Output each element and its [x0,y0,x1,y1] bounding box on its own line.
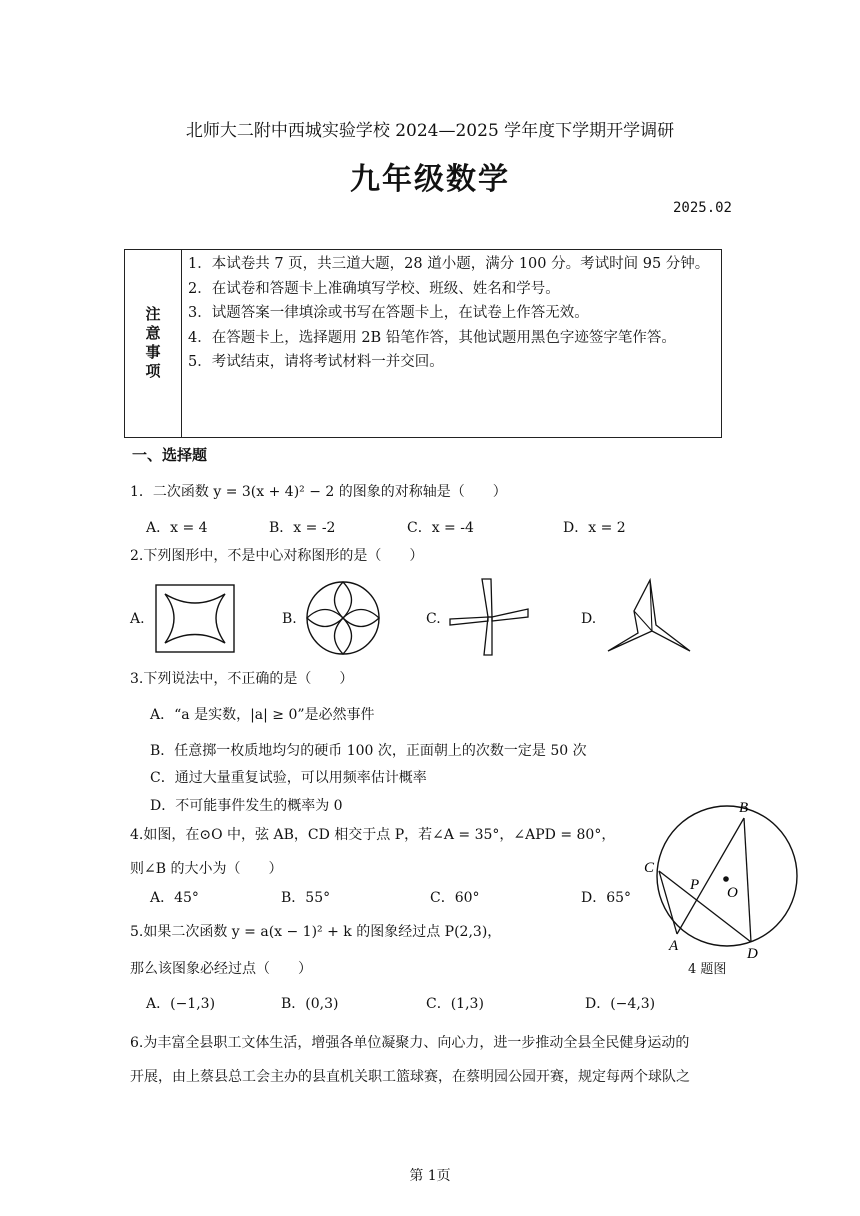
notice-heading: 注意事项 [143,305,162,382]
q5-option-a: A．(−1,3) [146,996,216,1012]
exam-title: 九年级数学 [350,162,510,197]
q2-label-b: B. [282,611,297,627]
q2-label-c: C. [426,611,441,627]
q4-option-c: C．60° [430,890,480,906]
q4-option-a: A．45° [150,890,199,906]
q1-option-b: B．x = -2 [269,520,336,536]
question-1-stem: 1．二次函数 y = 3(x + 4)² − 2 的图象的对称轴是（ ） [130,484,507,500]
notice-item: 5．考试结束，请将考试材料一并交回。 [188,354,444,370]
school-header: 北师大二附中西城实验学校 2024—2025 学年度下学期开学调研 [185,121,675,141]
q2-label-d: D. [581,611,597,627]
q2-figure-d [604,577,694,657]
section-heading: 一、选择题 [132,446,208,464]
q4-circle-figure [638,790,818,968]
q5-option-b: B．(0,3) [281,996,339,1012]
question-2-stem: 2.下列图形中，不是中心对称图形的是（ ） [130,548,424,564]
q1-option-d: D．x = 2 [563,520,626,536]
notice-list [188,252,718,375]
q2-figure-a [155,584,235,654]
q5-option-c: C．(1,3) [426,996,484,1012]
point-label-c: C [644,860,655,876]
notice-item: 4．在答题卡上，选择题用 2B 铅笔作答，其他试题用黑色字迹签字笔作答。 [188,329,676,346]
q4-option-d: D．65° [581,890,632,906]
question-5-stem-line2: 那么该图象必经过点（ ） [130,961,312,977]
point-label-p: P [690,877,700,893]
point-label-b: B [739,800,749,816]
q3-option-c: C．通过大量重复试验，可以用频率估计概率 [150,770,427,786]
point-label-o: O [727,885,738,901]
notice-heading-cell [125,250,182,437]
exam-date: 2025.02 [672,200,732,216]
question-6-line1: 6.为丰富全县职工文体生活，增强各单位凝聚力、向心力，进一步推动全县全民健身运动的 [130,1035,690,1051]
notice-item: 2．在试卷和答题卡上准确填写学校、班级、姓名和学号。 [188,280,560,297]
q4-option-b: B．55° [281,890,331,906]
notice-box [124,249,722,438]
q3-option-d: D．不可能事件发生的概率为 0 [150,798,343,814]
question-4-stem-line2: 则∠B 的大小为（ ） [130,861,283,877]
q3-option-b: B．任意掷一枚质地均匀的硬币 100 次，正面朝上的次数一定是 50 次 [150,743,587,759]
q1-option-a: A．x = 4 [146,520,208,536]
notice-item: 3．试题答案一律填涂或书写在答题卡上，在试卷上作答无效。 [188,305,589,321]
q2-figure-b [303,580,383,656]
point-label-d: D [747,946,758,962]
q3-option-a: A．“a 是实数，|a| ≥ 0”是必然事件 [150,707,375,723]
question-4-stem-line1: 4.如图，在⊙O 中，弦 AB，CD 相交于点 P，若∠A = 35°，∠APD = 80°， [130,827,616,843]
question-5-stem-line1: 5.如果二次函数 y = a(x − 1)² + k 的图象经过点 P(2,3)， [130,924,502,940]
question-3-stem: 3.下列说法中，不正确的是（ ） [130,671,354,687]
q5-option-d: D．(−4,3) [585,996,656,1012]
question-6-line2: 开展，由上蔡县总工会主办的县直机关职工篮球赛，在蔡明园公园开赛，规定每两个球队之 [130,1069,690,1085]
q1-option-c: C．x = -4 [407,520,474,536]
q2-figure-c [448,575,532,659]
point-label-a: A [669,938,679,954]
q4-figure-caption: 4 题图 [688,962,727,977]
q2-label-a: A. [130,611,145,627]
page-number: 第 1页 [409,1168,451,1184]
notice-item: 1．本试卷共 7 页，共三道大题，28 道小题，满分 100 分。考试时间 95 分钟。 [188,256,710,272]
